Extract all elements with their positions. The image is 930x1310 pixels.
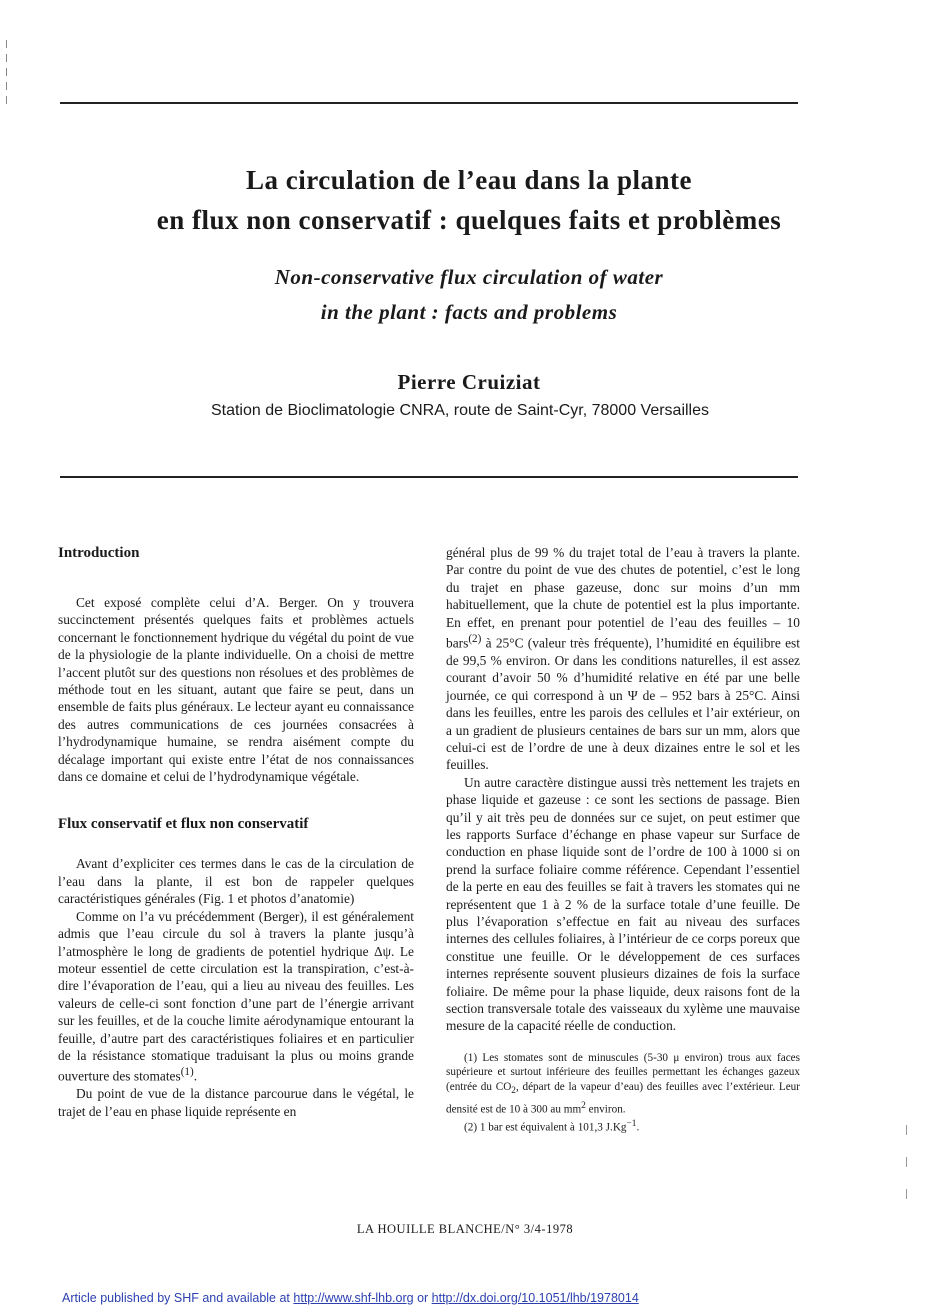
footnote-1-text-a: (1) Les stomates sont de minuscules (5-30 μ environ) trous aux faces supérieure et surtout inférieure des feuilles permettant les échanges gazeux (entrée du CO: [446, 1051, 800, 1094]
shf-link[interactable]: http://www.shf-lhb.org: [293, 1291, 414, 1305]
flux-paragraph-2-end: .: [193, 1068, 198, 1084]
article-subtitle: [40, 260, 898, 330]
right-column: [446, 544, 800, 1136]
intro-paragraph: Cet exposé complète celui d’A. Berger. On y trouvera succinctement présentés quelques faits et problèmes actuels concernant le fonctionnement hydrique du végétal du point de vue de la physiologie de la plante individuelle. On a choisi de mettre l’accent plutôt sur des questions non résolues et des problèmes de méthode tout en les situant, autant que faire se peut, dans un ensemble de faits plus généraux. Le lecteur ayant eu connaissance des autres communications de ces journées consacrées à l’hydrodynamique humaine, se rendra aisément compte du décalage important qui existe entre l’état de nos connaissances dans ce domaine et celui de l’hydrodynamique végétale.: [58, 595, 414, 785]
footnote-1-text-b: , départ de la vapeur d’eau) des feuilles avec l’extérieur. Leur densité est de 10 à 300 au mm: [446, 1081, 801, 1116]
subtitle-line-1: Non-conservative flux circulation of water: [274, 265, 664, 289]
author-name: Pierre Cruiziat: [397, 370, 541, 394]
author-affiliation: Station de Bioclimatologie CNRA, route de Saint-Cyr, 78000 Versailles: [210, 402, 710, 419]
right-paragraph-1-text-b: à 25°C (valeur très fréquente), l’humidité en équilibre est de 99,5 % environ. Or dans les conditions naturelles, il est assez courant d’avoir 50 % d’humidité relative en été par une belle journée, ce qui correspond à un Ψ de – 952 bars à 25°C. Ainsi dans les feuilles, entre les parois des cellules et l’air extérieur, on a un gradient de plusieurs centaines de bars sur un mm, alors que celui-ci est de l’ordre de une à deux dizaines entre le sol et les feuilles.: [446, 635, 800, 773]
footnote-ref-1: (1): [180, 1066, 194, 1079]
scan-margin-marks-right: [906, 1125, 908, 1221]
footnote-ref-2: (2): [468, 633, 482, 646]
right-paragraph-1: [446, 544, 800, 774]
footnote-2-superscript: −1: [626, 1119, 637, 1130]
subtitle-line-2: in the plant : facts and problems: [320, 300, 618, 324]
flux-paragraph-1: Avant d’expliciter ces termes dans le cas de la circulation de l’eau dans la plante, il est bon de rappeler quelques caractéristiques générales (Fig. 1 et photos d’anatomie): [58, 856, 414, 907]
footnote-1-subscript: 2: [511, 1086, 516, 1097]
footnote-2-text-a: (2) 1 bar est équivalent à 101,3 J.Kg: [464, 1121, 627, 1134]
section-heading-introduction: Introduction: [58, 545, 140, 561]
left-column: [58, 544, 414, 1120]
publication-notice: [62, 1291, 902, 1305]
article-title: [40, 160, 898, 240]
footnote-2-text-b: .: [636, 1121, 640, 1134]
footnote-2: [446, 1117, 800, 1135]
title-line-1: La circulation de l’eau dans la plante: [245, 165, 693, 195]
footnotes: [446, 1051, 800, 1136]
flux-paragraph-2: [58, 908, 414, 1086]
flux-paragraph-2-text: Comme on l’a vu précédemment (Berger), il est généralement admis que l’eau circule du sol à travers la plante jusqu’à l’atmosphère le long de gradients de potentiel hydrique Δψ. Le moteur essentiel de cette circulation est la transpiration, c’est-à-dire l’évaporation de l’eau, qui a lieu au niveau des feuilles. Les valeurs de celle-ci sont fonction d’une part de l’énergie arrivant sur les feuilles, et de la couche limite aérodynamique entourant la feuille, d’autre part des caractéristiques foliaires et en particulier de la résistance stomatique traduisant la plus ou moins grande ouverture des stomates: [58, 908, 414, 1084]
flux-paragraph-3: Du point de vue de la distance parcourue dans le végétal, le trajet de l’eau en phase liquide représente en: [58, 1086, 414, 1119]
footnote-1-superscript: 2: [581, 1100, 586, 1111]
doi-link[interactable]: http://dx.doi.org/10.1051/lhb/1978014: [431, 1291, 639, 1305]
journal-footer: LA HOUILLE BLANCHE/N° 3/4-1978: [356, 1222, 574, 1236]
footnote-1-text-c: environ.: [585, 1103, 626, 1116]
title-line-2: en flux non conservatif : quelques faits et problèmes: [156, 205, 782, 235]
footnote-1: [446, 1051, 800, 1117]
top-rule: [60, 102, 798, 104]
publication-notice-text: Article published by SHF and available at: [62, 1291, 294, 1305]
right-paragraph-1-text-a: général plus de 99 % du trajet total de l’eau à travers la plante. Par contre du point de vue des chutes de potentiel, c’est le long du trajet en phase gazeuse, donc sur moins d’un mm habituellement, que la chute de potentiel est la plus importante. En effet, en prenant pour potentiel de l’eau des feuilles – 10 bars: [446, 545, 800, 651]
scan-margin-marks: [6, 40, 8, 110]
section-heading-flux: Flux conservatif et flux non conservatif: [58, 816, 309, 833]
right-paragraph-2: Un autre caractère distingue aussi très nettement les trajets en phase liquide et gazeuse : ce sont les sections de passage. Bien qu’il y ait très peu de données sur ce sujet, on peut estimer que les rapports Surface d’échange en phase vapeur sur Surface de conduction en phase liquide sont de l’ordre de 100 à 1000 si on prend la surface foliaire comme référence. Cependant l’essentiel de la perte en eau des feuilles se fait à travers les stomates qui ne représentent que 1 à 2 % de la surface totale d’une feuille. De plus l’évaporation s’effectue en fait au niveau des surfaces internes des cellules foliaires, à l’intérieur de ce corps poreux que constitue une feuille. Or le développement de ces surfaces internes représente souvent plusieurs dizaines de fois la surface foliaire. De même pour la phase liquide, deux raisons font de la section transversale totale des vaisseaux du xylème une mauvaise mesure de la capacité réelle de conduction.: [446, 774, 800, 1034]
header-bottom-rule: [60, 476, 798, 478]
publication-notice-or: or: [413, 1291, 432, 1305]
